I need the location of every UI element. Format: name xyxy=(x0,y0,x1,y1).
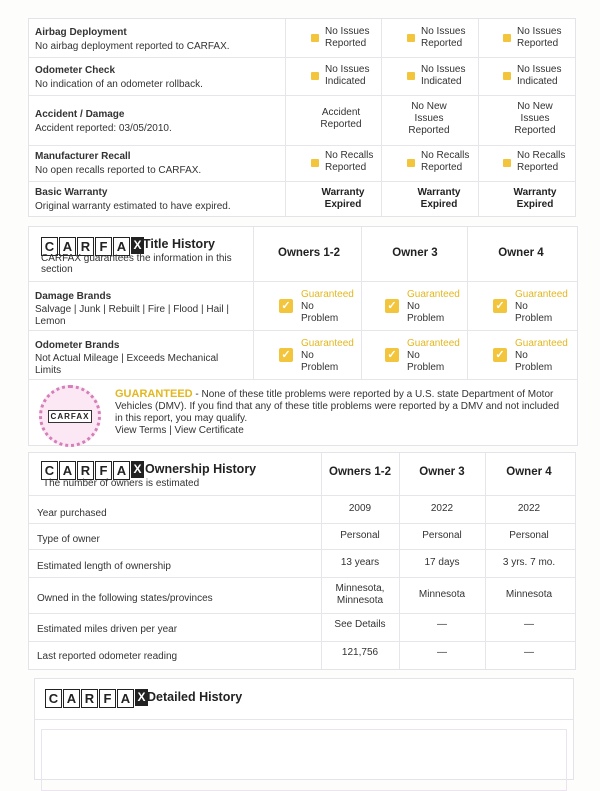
ownership-row xyxy=(29,613,575,642)
check-row-recall xyxy=(29,145,575,182)
row-value: 2022 xyxy=(430,503,454,514)
check-icon xyxy=(503,159,511,167)
row-value: Personal xyxy=(340,530,380,541)
row-label: Type of owner xyxy=(37,534,100,545)
row-title: Accident / Damage xyxy=(35,109,125,120)
check-icon: ✓ xyxy=(385,299,399,313)
check-icon xyxy=(311,34,319,42)
row-title: Basic Warranty xyxy=(35,187,108,198)
guaranteed-label: Guaranteed xyxy=(407,289,460,300)
col-header: Owner 3 xyxy=(392,247,438,259)
guaranteed-label: Guaranteed xyxy=(407,338,460,349)
status-text: Warranty Expired xyxy=(417,187,461,210)
col-header: Owner 3 xyxy=(419,466,465,478)
carfax-guarantee-seal: CARFAX xyxy=(39,385,101,447)
row-label: Estimated length of ownership xyxy=(37,561,171,572)
row-value: Minnesota xyxy=(505,589,553,600)
see-details-link[interactable]: See Details xyxy=(334,619,386,630)
ownership-header xyxy=(29,453,575,496)
status-text: No Problem xyxy=(407,350,445,373)
col-header: Owner 4 xyxy=(506,466,552,478)
status-text: No Recalls Reported xyxy=(421,150,470,173)
row-value: Minnesota xyxy=(418,589,466,600)
check-icon: ✓ xyxy=(493,348,507,362)
row-title: Airbag Deployment xyxy=(35,27,127,38)
ownership-row xyxy=(29,549,575,578)
status-text: No Recalls Reported xyxy=(325,150,374,173)
checks-card xyxy=(28,18,576,217)
status-text: No New Issues Reported xyxy=(408,101,450,136)
detailed-history-content xyxy=(41,729,567,791)
col-header: Owners 1-2 xyxy=(329,466,391,478)
row-label: Year purchased xyxy=(37,508,107,519)
check-icon: ✓ xyxy=(493,299,507,313)
row-title: Manufacturer Recall xyxy=(35,151,131,162)
check-row-airbag xyxy=(29,19,575,58)
row-desc: No open recalls reported to CARFAX. xyxy=(35,165,202,176)
check-icon xyxy=(311,159,319,167)
detailed-history-card xyxy=(34,678,574,780)
check-icon: ✓ xyxy=(385,348,399,362)
row-label: Estimated miles driven per year xyxy=(37,624,178,635)
row-desc: Salvage | Junk | Rebuilt | Fire | Flood | Hail | Lemon xyxy=(35,304,229,327)
title-history-header xyxy=(29,227,577,282)
row-value: 3 yrs. 7 mo. xyxy=(502,557,556,568)
row-title: Odometer Check xyxy=(35,65,116,76)
row-value: — xyxy=(437,619,447,630)
ownership-history-card xyxy=(28,452,576,670)
row-value: Personal xyxy=(422,530,462,541)
section-subtitle: CARFAX guarantees the information in this section xyxy=(41,253,232,275)
check-icon: ✓ xyxy=(279,348,293,362)
row-desc: No indication of an odometer rollback. xyxy=(35,79,203,90)
status-text: No Problem xyxy=(515,350,553,373)
guaranteed-label: Guaranteed xyxy=(301,289,354,300)
carfax-logo: C A R F A X xyxy=(41,461,145,480)
status-text: Accident Reported xyxy=(320,107,362,130)
guaranteed-label: Guaranteed xyxy=(301,338,354,349)
status-text: No Issues Reported xyxy=(325,26,370,49)
check-icon xyxy=(311,72,319,80)
damage-brands-row xyxy=(29,281,577,331)
row-value: 17 days xyxy=(424,557,460,568)
check-icon xyxy=(407,159,415,167)
title-history-card xyxy=(28,226,578,446)
status-text: No Issues Reported xyxy=(517,26,562,49)
row-desc: No airbag deployment reported to CARFAX. xyxy=(35,41,230,52)
check-icon xyxy=(407,34,415,42)
check-icon xyxy=(407,72,415,80)
carfax-logo: C A R F A X xyxy=(45,689,149,708)
row-value: 121,756 xyxy=(341,647,379,658)
row-desc: Original warranty estimated to have expired. xyxy=(35,201,231,212)
section-title: Ownership History xyxy=(145,462,257,476)
row-title: Odometer Brands xyxy=(35,340,120,351)
row-value: 2009 xyxy=(348,503,372,514)
guarantee-text: GUARANTEED - None of these title problems were reported by a U.S. state Department of Motor Vehicles (DMV). If you find that any of these title problems were reported by a DMV and not included in this report, you may qualify. View Terms | View Certificate xyxy=(115,388,560,436)
check-icon xyxy=(503,34,511,42)
status-text: No Problem xyxy=(301,301,339,324)
status-text: No Problem xyxy=(515,301,553,324)
ownership-row xyxy=(29,495,575,524)
ownership-row xyxy=(29,641,575,669)
row-title: Damage Brands xyxy=(35,291,112,302)
section-title: Detailed History xyxy=(147,690,243,704)
row-value: — xyxy=(437,647,447,658)
row-value: 2022 xyxy=(517,503,541,514)
row-desc: Accident reported: 03/05/2010. xyxy=(35,123,172,134)
carfax-logo: C A R F A X xyxy=(41,237,145,256)
status-text: No Problem xyxy=(407,301,445,324)
odometer-brands-row xyxy=(29,330,577,380)
col-header: Owner 4 xyxy=(498,247,544,259)
status-text: No Issues Indicated xyxy=(421,64,466,87)
view-terms-link[interactable]: View Terms xyxy=(115,425,167,436)
row-label: Last reported odometer reading xyxy=(37,651,178,662)
status-text: No Issues Indicated xyxy=(517,64,562,87)
row-value: Minnesota, Minnesota xyxy=(335,583,385,606)
check-row-odometer xyxy=(29,57,575,96)
row-desc: Not Actual Mileage | Exceeds Mechanical Limits xyxy=(35,353,219,376)
status-text: No Problem xyxy=(301,350,339,373)
status-text: No Issues Reported xyxy=(421,26,466,49)
ownership-row xyxy=(29,523,575,550)
row-value: — xyxy=(524,647,534,658)
section-title: Title History xyxy=(143,237,216,251)
row-value: 13 years xyxy=(340,557,380,568)
check-icon: ✓ xyxy=(279,299,293,313)
ownership-row xyxy=(29,577,575,614)
view-certificate-link[interactable]: View Certificate xyxy=(174,425,244,436)
check-icon xyxy=(503,72,511,80)
guarantee-row xyxy=(29,379,577,445)
status-text: No Recalls Reported xyxy=(517,150,566,173)
col-header: Owners 1-2 xyxy=(278,247,340,259)
check-row-accident xyxy=(29,95,575,146)
guaranteed-label: Guaranteed xyxy=(515,338,568,349)
guaranteed-label: Guaranteed xyxy=(515,289,568,300)
section-subtitle: The number of owners is estimated xyxy=(43,478,200,489)
row-label: Owned in the following states/provinces xyxy=(37,593,213,604)
row-value: Personal xyxy=(509,530,549,541)
status-text: No New Issues Reported xyxy=(514,101,556,136)
status-text: Warranty Expired xyxy=(321,187,365,210)
status-text: No Issues Indicated xyxy=(325,64,370,87)
status-text: Warranty Expired xyxy=(513,187,557,210)
row-value: — xyxy=(524,619,534,630)
check-row-warranty xyxy=(29,181,575,216)
